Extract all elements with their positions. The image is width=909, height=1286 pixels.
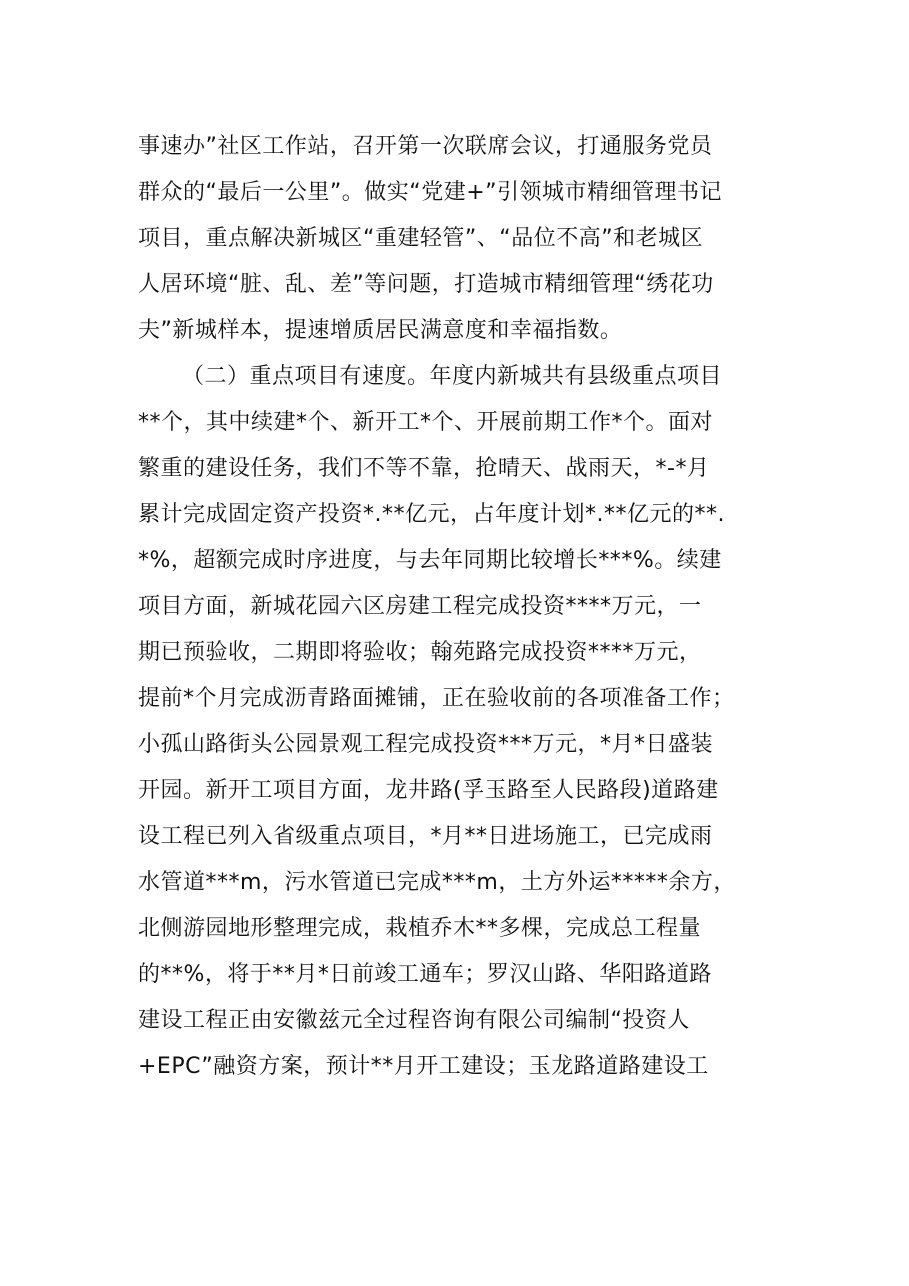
text-line: 小孤山路街头公园景观工程完成投资***万元，*月*日盛装 (138, 732, 714, 757)
text-line: 项目，重点解决新城区“重建轻管”、“品位不高”和老城区 (138, 226, 704, 251)
body-text (138, 124, 778, 1090)
text-line: 水管道***m，污水管道已完成***m，土方外运*****余方， (138, 870, 736, 895)
text-line: *%，超额完成时序进度，与去年同期比较增长***%。续建 (138, 548, 722, 573)
section-heading-line: （二）重点项目有速度。年度内新城共有县级重点项目 (182, 364, 723, 389)
text-line: 繁重的建设任务，我们不等不靠，抢晴天、战雨天，*-*月 (138, 456, 710, 481)
text-line: 的**%，将于**月*日前竣工通车；罗汉山路、华阳路道路 (138, 962, 712, 987)
text-line: 群众的“最后一公里”。做实“党建+”引领城市精细管理书记 (138, 180, 723, 205)
text-line: **个，其中续建*个、新开工*个、开展前期工作*个。面对 (138, 410, 714, 435)
text-line: +EPC”融资方案，预计**月开工建设；玉龙路道路建设工 (138, 1054, 709, 1079)
text-line: 开园。新开工项目方面，龙井路(孚玉路至人民路段)道路建 (138, 778, 719, 803)
text-line: 项目方面，新城花园六区房建工程完成投资****万元，一 (138, 594, 702, 619)
text-line: 夫”新城样本，提速增质居民满意度和幸福指数。 (138, 318, 623, 343)
text-line: 事速办”社区工作站，召开第一次联席会议，打通服务党员 (138, 134, 713, 159)
text-line: 提前*个月完成沥青路面摊铺，正在验收前的各项准备工作； (138, 686, 735, 711)
text-line: 建设工程正由安徽兹元全过程咨询有限公司编制“投资人 (138, 1008, 690, 1033)
text-line: 北侧游园地形整理完成，栽植乔木**多棵，完成总工程量 (138, 916, 702, 941)
text-line: 设工程已列入省级重点项目，*月**日进场施工，已完成雨 (138, 824, 713, 849)
text-line: 人居环境“脏、乱、差”等问题，打造城市精细管理“绣花功 (138, 272, 714, 297)
text-line: 累计完成固定资产投资*.**亿元，占年度计划*.**亿元的**. (138, 502, 725, 527)
text-line: 期已预验收，二期即将验收；翰苑路完成投资****万元， (138, 640, 702, 665)
